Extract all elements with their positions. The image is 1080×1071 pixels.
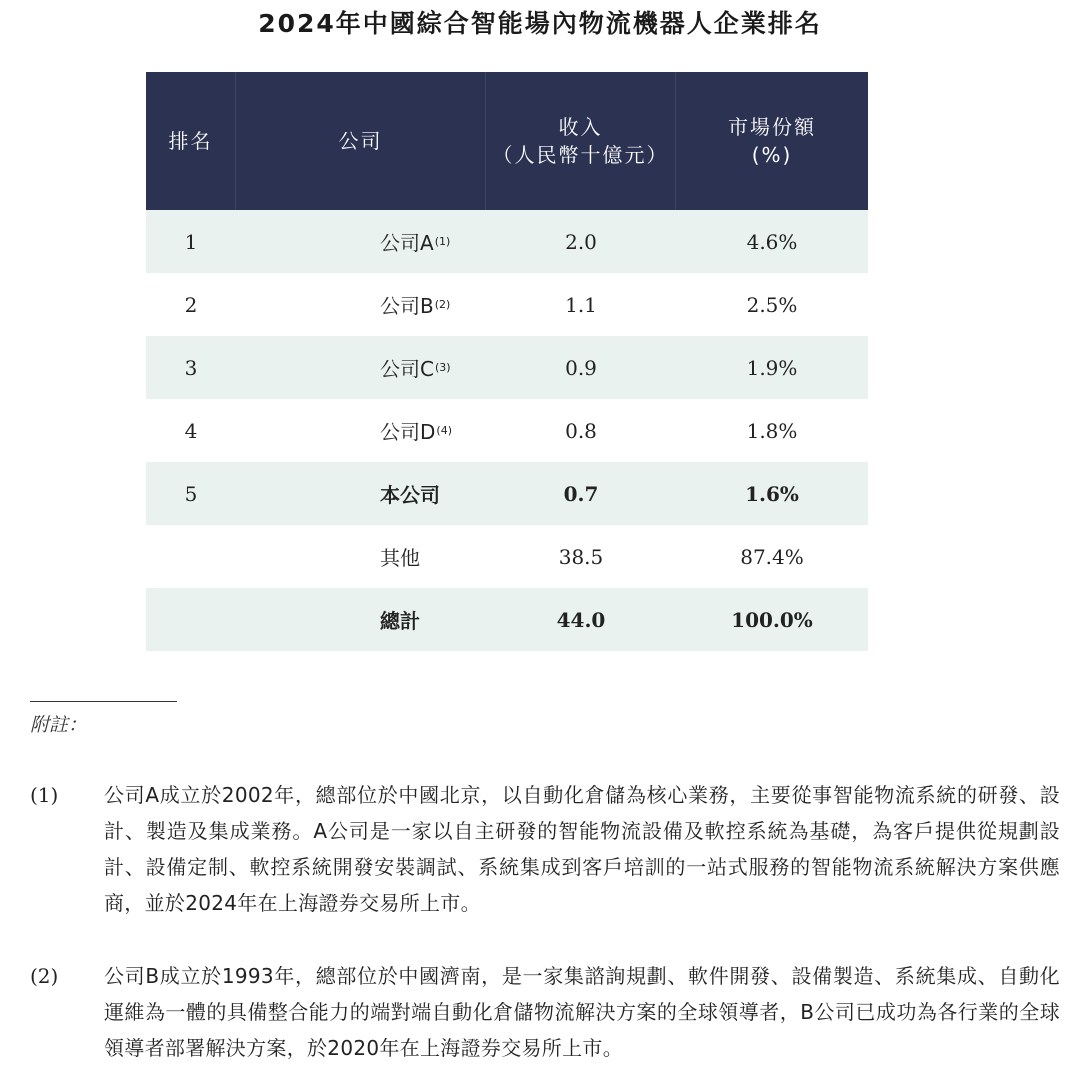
header-revenue-line1: 收入 <box>558 115 603 139</box>
cell-revenue: 0.8 <box>565 418 597 443</box>
header-revenue <box>486 72 676 210</box>
footnote-marker: (4) <box>436 424 452 437</box>
cell-share: 100.0% <box>731 607 813 632</box>
page-title: 2024年中國綜合智能場內物流機器人企業排名 <box>258 9 822 38</box>
company-name: 本公司 <box>380 483 440 507</box>
cell-revenue: 1.1 <box>565 292 597 317</box>
cell-company <box>236 273 486 336</box>
table-row-others <box>146 525 868 588</box>
notes-divider <box>30 701 177 702</box>
table-row <box>146 399 868 462</box>
cell-company <box>236 525 486 588</box>
cell-rank <box>146 525 236 588</box>
cell-share: 2.5% <box>746 292 798 317</box>
footnote-text: 公司B成立於1993年，總部位於中國濟南，是一家集諮詢規劃、軟件開發、設備製造、系統集成、自動化運維為一體的具備整合能力的端對端自動化倉儲物流解決方案的全球領導者，B公司已成功為各行業的全球領導者部署解決方案，於2020年在上海證券交易所上市。 <box>104 964 1060 1060</box>
table-row <box>146 210 868 273</box>
notes-label: 附註： <box>30 714 88 736</box>
cell-revenue: 38.5 <box>558 544 604 569</box>
cell-share: 87.4% <box>740 544 804 569</box>
cell-rank: 2 <box>184 292 198 317</box>
cell-share: 1.6% <box>745 481 799 506</box>
footnote-marker: (3) <box>434 361 451 374</box>
cell-share: 1.8% <box>746 418 798 443</box>
header-share-line1: 市場份額 <box>728 115 816 139</box>
cell-revenue: 2.0 <box>565 229 597 254</box>
footnote <box>30 777 1060 921</box>
table-row <box>146 273 868 336</box>
header-rank <box>146 72 236 210</box>
cell-rank: 3 <box>184 355 198 380</box>
cell-revenue: 0.7 <box>563 481 599 506</box>
header-company <box>236 72 486 210</box>
footnote-number: (1) <box>30 783 59 807</box>
cell-company <box>236 588 486 651</box>
table-header <box>146 72 868 210</box>
header-company-label: 公司 <box>338 129 383 153</box>
footnote <box>30 958 1060 1066</box>
table-row-total <box>146 588 868 651</box>
footnote-marker: (2) <box>434 298 451 311</box>
company-name: 其他 <box>380 546 420 570</box>
cell-share: 1.9% <box>746 355 798 380</box>
cell-rank <box>146 588 236 651</box>
cell-company <box>236 210 486 273</box>
company-name: 公司A <box>380 231 434 255</box>
footnote-number: (2) <box>30 964 59 988</box>
cell-company <box>236 399 486 462</box>
header-revenue-line2: （人民幣十億元） <box>492 143 669 167</box>
company-name: 公司D <box>380 420 436 444</box>
company-name: 公司C <box>380 357 434 381</box>
cell-company <box>236 462 486 525</box>
cell-rank: 4 <box>184 418 198 443</box>
cell-share: 4.6% <box>746 229 798 254</box>
header-share <box>676 72 868 210</box>
company-name: 總計 <box>380 609 420 633</box>
cell-revenue: 0.9 <box>565 355 597 380</box>
cell-rank: 1 <box>184 229 198 254</box>
footnote-marker: (1) <box>434 235 451 248</box>
cell-rank: 5 <box>184 481 198 506</box>
table-row <box>146 336 868 399</box>
ranking-table <box>146 72 868 651</box>
cell-revenue: 44.0 <box>556 607 606 632</box>
table-row-own-company <box>146 462 868 525</box>
cell-company <box>236 336 486 399</box>
header-rank-label: 排名 <box>168 129 213 153</box>
header-share-line2: (%) <box>751 143 793 167</box>
company-name: 公司B <box>380 294 434 318</box>
footnote-text: 公司A成立於2002年，總部位於中國北京，以自動化倉儲為核心業務，主要從事智能物流系統的研發、設計、製造及集成業務。A公司是一家以自主研發的智能物流設備及軟控系統為基礎，為客戶提供從規劃設計、設備定制、軟控系統開發安裝調試、系統集成到客戶培訓的一站式服務的智能物流系統解決方案供應商，並於2024年在上海證券交易所上市。 <box>104 783 1060 915</box>
